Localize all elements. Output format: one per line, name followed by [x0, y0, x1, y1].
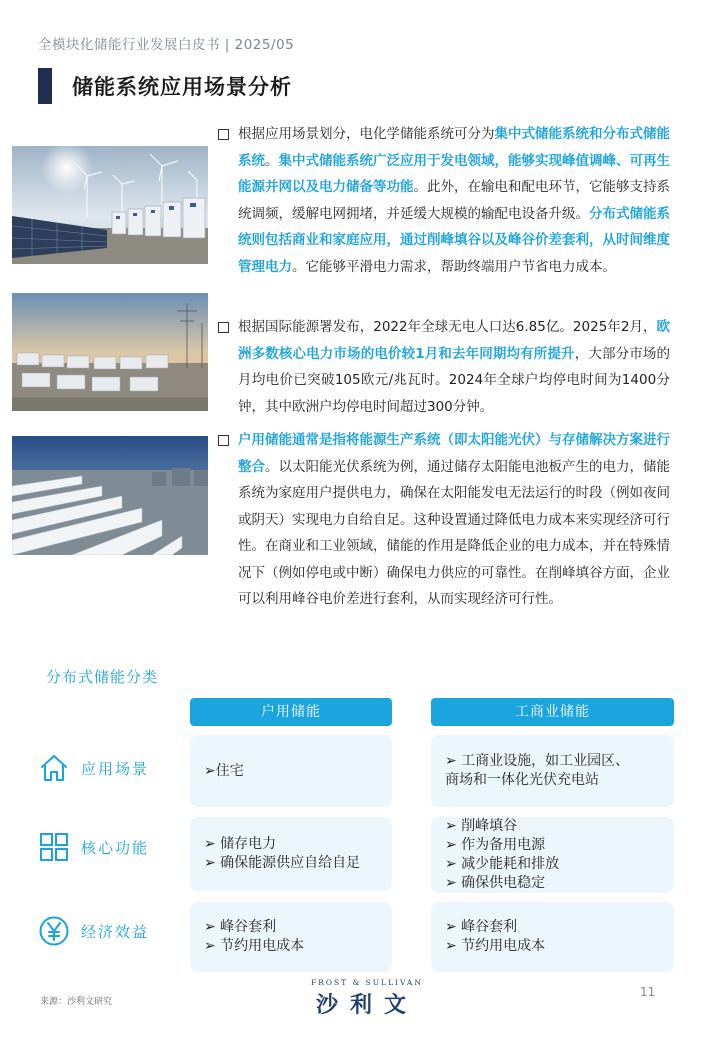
page-title: 储能系统应用场景分析 — [72, 75, 292, 99]
row-label-core-function — [38, 831, 149, 863]
row-label-economic-benefit — [38, 915, 149, 947]
bullet-text — [238, 314, 670, 420]
cell-item: ➢住宅 — [204, 762, 244, 779]
column-header-commercial: 工商业储能 — [431, 698, 674, 726]
logo-english: FROST & SULLIVAN — [311, 978, 423, 987]
checkbox-bullet-icon — [218, 129, 229, 140]
cell-item: ➢ 节约用电成本 — [204, 938, 305, 954]
highlight-segment: 集中式储能系统和分布式储能系统 — [238, 126, 670, 169]
photo-wind-solar-storage — [12, 146, 208, 264]
house-icon — [38, 752, 70, 784]
cell-item: ➢ 峰谷套利 — [204, 919, 277, 935]
row-label-text: 经济效益 — [81, 922, 150, 941]
highlight-segment: 户用储能通常是指将能源生产系统（即太阳能光伏）与存储解决方案进行整合 — [238, 432, 670, 475]
document-header: 全模块化储能行业发展白皮书 | 2025/05 — [38, 37, 295, 53]
cell-item: ➢ 作为备用电源 — [445, 837, 546, 853]
title-accent-bar — [38, 68, 52, 104]
column-header-household: 户用储能 — [190, 698, 392, 726]
cell-item: ➢ 峰谷套利 — [445, 919, 518, 935]
bullet-paragraph-1 — [218, 121, 670, 280]
cell-item: ➢ 减少能耗和排放 — [445, 856, 560, 872]
photo-storage-site-sunset — [12, 293, 208, 411]
text-segment: 根据应用场景划分，电化学储能系统可分为 — [238, 126, 495, 142]
cell-item: ➢ 节约用电成本 — [445, 938, 546, 954]
checkbox-bullet-icon — [218, 322, 229, 333]
logo-chinese: 沙利文 — [315, 993, 418, 1018]
cell-item: ➢ 削峰填谷 — [445, 818, 518, 834]
highlight-segment: 欧洲多数核心电力市场的电价较1月和去年同期均有所提升 — [238, 319, 670, 362]
text-segment: ，大部分市场的月均电价已突破105欧元/兆瓦时。2024年全球户均停电时间为1400分钟，其中欧洲户均停电时间超过300分钟。 — [238, 345, 670, 415]
text-segment: 。 — [265, 152, 279, 169]
page-number: 11 — [640, 985, 656, 999]
table-cell — [431, 902, 674, 972]
highlight-segment: 分布式储能系统则包括商业和家庭应用，通过削峰填谷以及峰谷价差套利，从时间维度管理电力 — [238, 205, 670, 275]
text-segment: 。以太阳能光伏系统为例，通过储存太阳能电池板产生的电力，储能系统为家庭用户提供电力，确保在太阳能发电无法运行的时段（例如夜间或阴天）实现电力自给自足。这种设置通过降低电力成本来实现经济可行性。在商业和工业领域，储能的作用是降低企业的电力成本，并在特殊情况下（例如停电或中断）确保电力供应的可靠性。在削峰填谷方面，企业可以利用峰谷电价差进行套利，从而实现经济可行性。 — [238, 458, 670, 607]
photo-battery-container-rows — [12, 436, 208, 555]
bullet-text — [238, 427, 670, 613]
text-segment: 。它能够平滑电力需求，帮助终端用户节省电力成本。 — [292, 258, 616, 275]
checkbox-bullet-icon — [218, 435, 229, 446]
highlight-segment: 集中式储能系统广泛应用于发电领域，能够实现峰值调峰、可再生能源并网以及电力储备等功能 — [238, 152, 670, 195]
text-segment: 。此外，在输电和配电环节，它能够支持系统调频，缓解电网拥堵，并延缓大规模的输配电设备升级。 — [238, 179, 670, 222]
bullet-paragraph-3 — [218, 427, 670, 613]
cell-item: ➢ 工商业设施，如工业园区、 — [445, 753, 630, 769]
table-cell — [190, 902, 392, 972]
yen-icon — [38, 915, 70, 947]
row-label-text: 应用场景 — [81, 759, 150, 778]
row-label-text: 核心功能 — [81, 838, 150, 857]
row-label-application — [38, 752, 149, 784]
cell-item: ➢ 储存电力 — [204, 836, 277, 852]
table-cell — [190, 735, 392, 807]
grid-icon — [38, 831, 70, 863]
cell-item: ➢ 确保供电稳定 — [445, 875, 546, 891]
source-note: 来源：沙利文研究 — [40, 997, 113, 1007]
text-segment: 根据国际能源署发布，2022年全球无电人口达6.85亿。2025年2月， — [238, 319, 657, 335]
table-cell — [190, 817, 392, 891]
table-cell — [431, 735, 674, 807]
cell-item: ➢ 确保能源供应自给自足 — [204, 855, 361, 871]
bullet-text — [238, 121, 670, 280]
cell-item: 商场和一体化光伏充电站 — [445, 772, 599, 788]
table-cell — [431, 817, 674, 893]
section-title: 分布式储能分类 — [46, 668, 159, 686]
bullet-paragraph-2 — [218, 314, 670, 420]
